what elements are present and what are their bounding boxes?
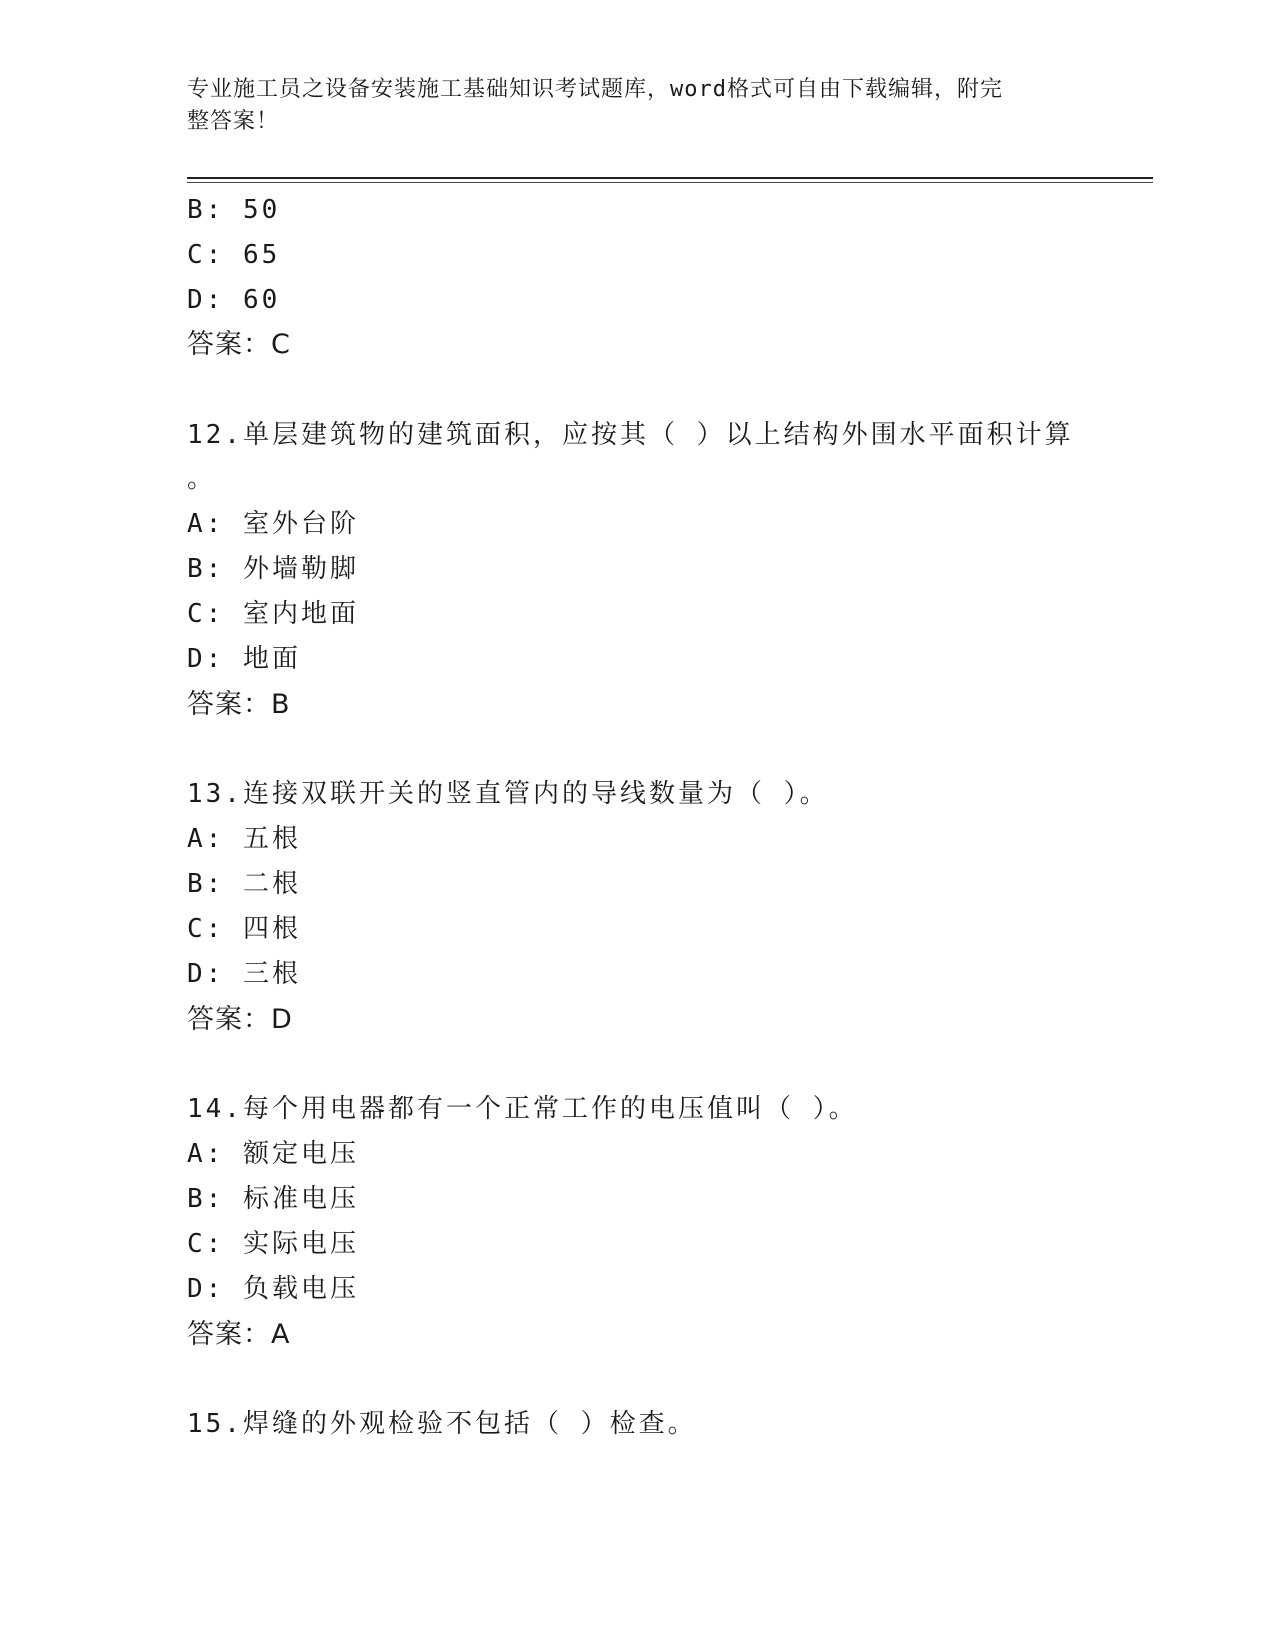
q11-option-b: B: 50 [187,195,281,225]
q14-option-c: C: 实际电压 [187,1229,359,1259]
q15-stem: 15.焊缝的外观检验不包括（ ）检查。 [187,1409,697,1439]
q13-answer: 答案：D [187,1004,293,1035]
q12-option-a: A: 室外台阶 [187,509,359,539]
q13-option-b: B: 二根 [187,869,301,899]
header-line-2: 整答案！ [187,109,280,134]
q14-option-b: B: 标准电压 [187,1184,359,1214]
q14-stem: 14.每个用电器都有一个正常工作的电压值叫（ ）。 [187,1094,858,1124]
q12-answer: 答案：B [187,689,291,720]
q14-answer: 答案：A [187,1319,291,1350]
q12-stem: 12.单层建筑物的建筑面积，应按其（ ）以上结构外围水平面积计算 [187,420,1074,450]
q11-answer: 答案：C [187,329,291,360]
q14-option-d: D: 负载电压 [187,1274,359,1304]
q12-stem-continuation: 。 [187,464,217,494]
q13-option-a: A: 五根 [187,824,301,854]
document-header [187,74,1067,138]
q12-option-c: C: 室内地面 [187,599,359,629]
q11-option-c: C: 65 [187,240,281,270]
q13-option-c: C: 四根 [187,914,301,944]
q12-option-b: B: 外墙勒脚 [187,554,359,584]
q13-stem: 13.连接双联开关的竖直管内的导线数量为（ ）。 [187,779,829,809]
header-line-1: 专业施工员之设备安装施工基础知识考试题库，word格式可自由下载编辑，附完 [187,77,1003,102]
q14-option-a: A: 额定电压 [187,1139,359,1169]
q13-option-d: D: 三根 [187,959,301,989]
q12-option-d: D: 地面 [187,644,301,674]
q11-option-d: D: 60 [187,285,281,315]
header-divider-thick [187,177,1153,179]
header-divider-thin [187,182,1153,183]
